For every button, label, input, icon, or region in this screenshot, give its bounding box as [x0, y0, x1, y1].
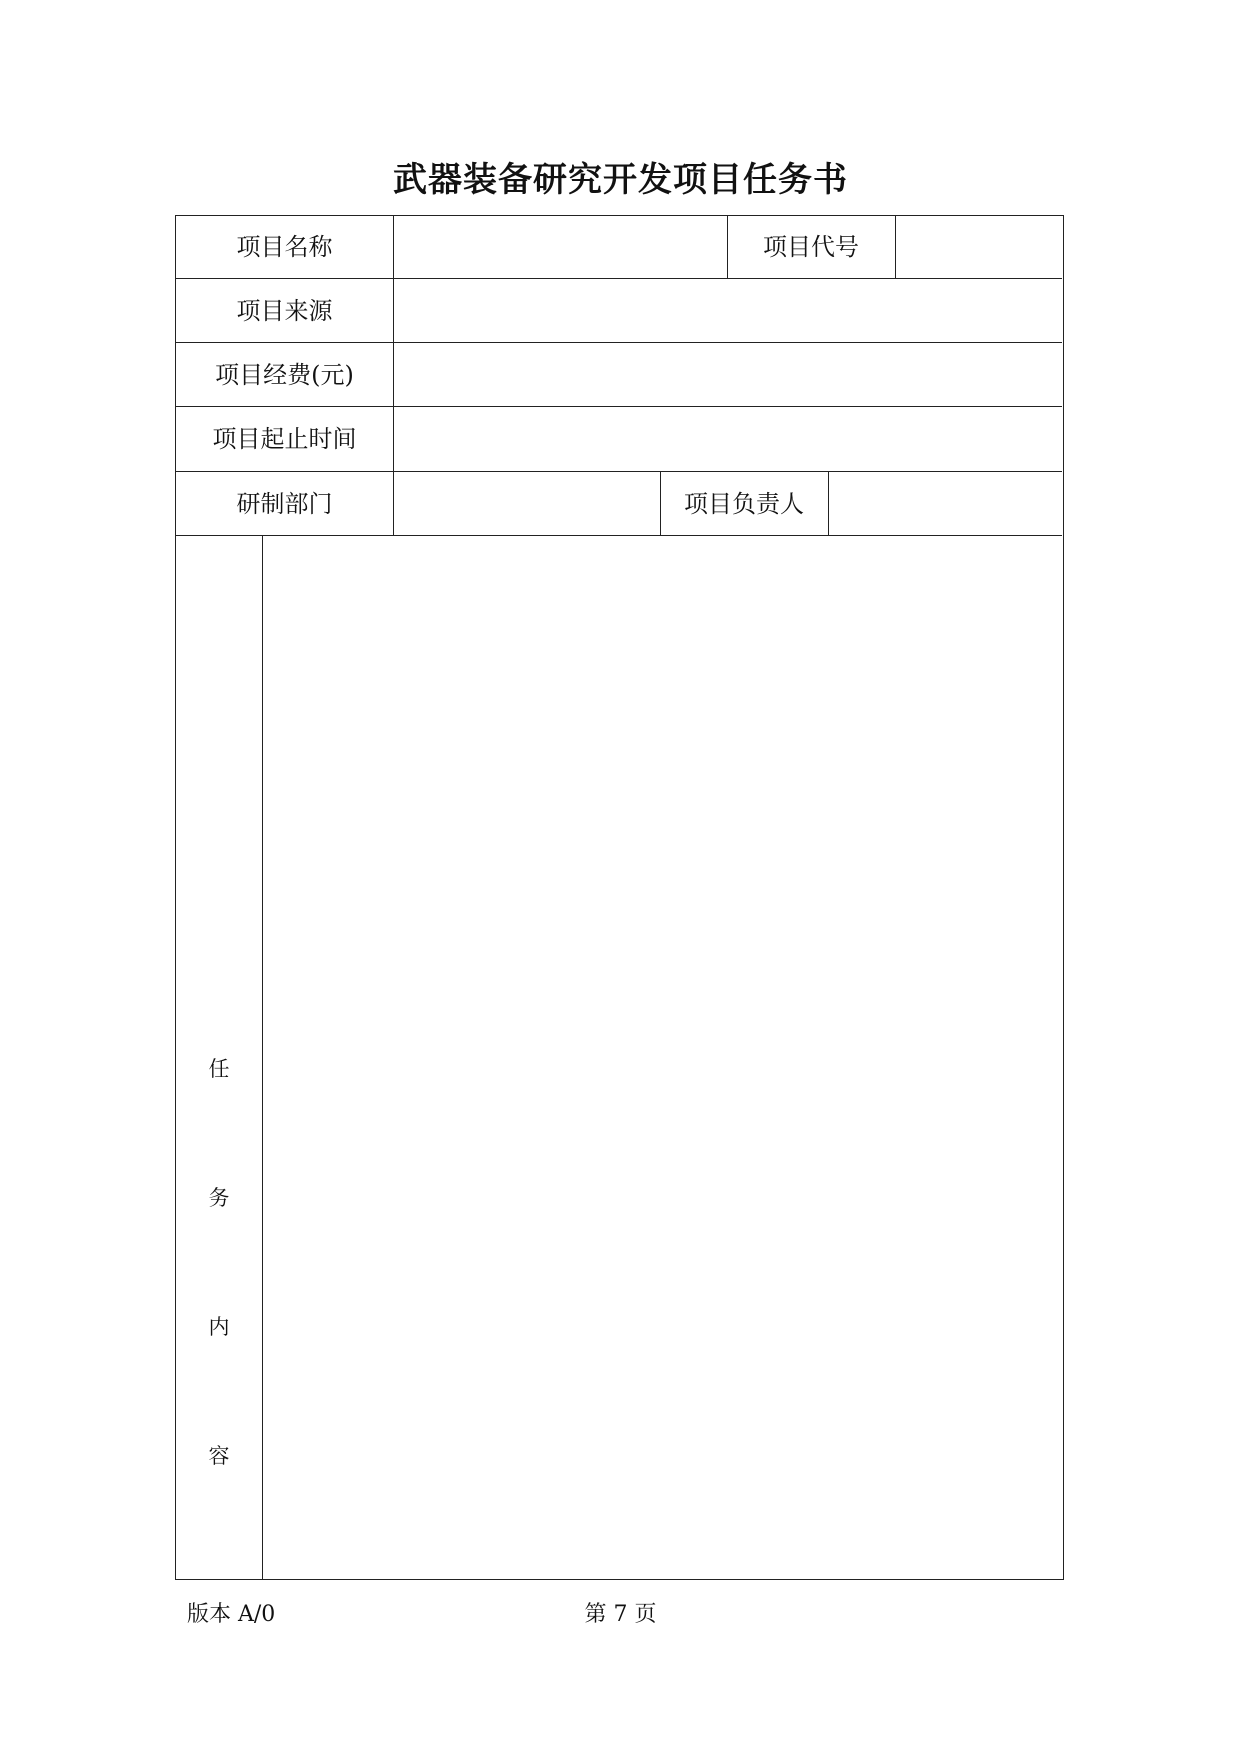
document-title: 武器装备研究开发项目任务书	[393, 160, 848, 200]
version-label: 版本 A/0	[187, 1602, 276, 1627]
project-budget-field[interactable]	[395, 345, 1060, 404]
task-content-field[interactable]	[264, 538, 1060, 1578]
leader-label: 项目负责人	[684, 489, 804, 518]
task-form	[175, 215, 1064, 1580]
task-content-label-char-3: 内	[208, 1314, 230, 1339]
row-divider	[176, 535, 1062, 536]
label-column-divider	[393, 216, 394, 536]
dept-label: 研制部门	[236, 489, 333, 518]
dept-field[interactable]	[395, 474, 658, 533]
project-period-field[interactable]	[395, 409, 1060, 469]
task-content-label-char-2: 务	[208, 1185, 230, 1210]
leader-field[interactable]	[830, 474, 1060, 533]
task-content-label-char-4: 容	[208, 1443, 230, 1468]
task-content-label-char-1: 任	[208, 1056, 230, 1081]
project-budget-label: 项目经费(元)	[215, 360, 354, 389]
column-divider	[828, 471, 829, 536]
project-code-field[interactable]	[897, 218, 1060, 276]
page-number: 第 7 页	[584, 1602, 657, 1627]
project-name-label: 项目名称	[236, 233, 333, 261]
content-column-divider	[262, 535, 263, 1579]
project-source-label: 项目来源	[236, 296, 333, 325]
project-name-field[interactable]	[395, 218, 725, 276]
project-code-label: 项目代号	[763, 233, 859, 261]
project-source-field[interactable]	[395, 281, 1060, 340]
project-period-label: 项目起止时间	[212, 425, 357, 453]
column-divider	[895, 216, 896, 279]
